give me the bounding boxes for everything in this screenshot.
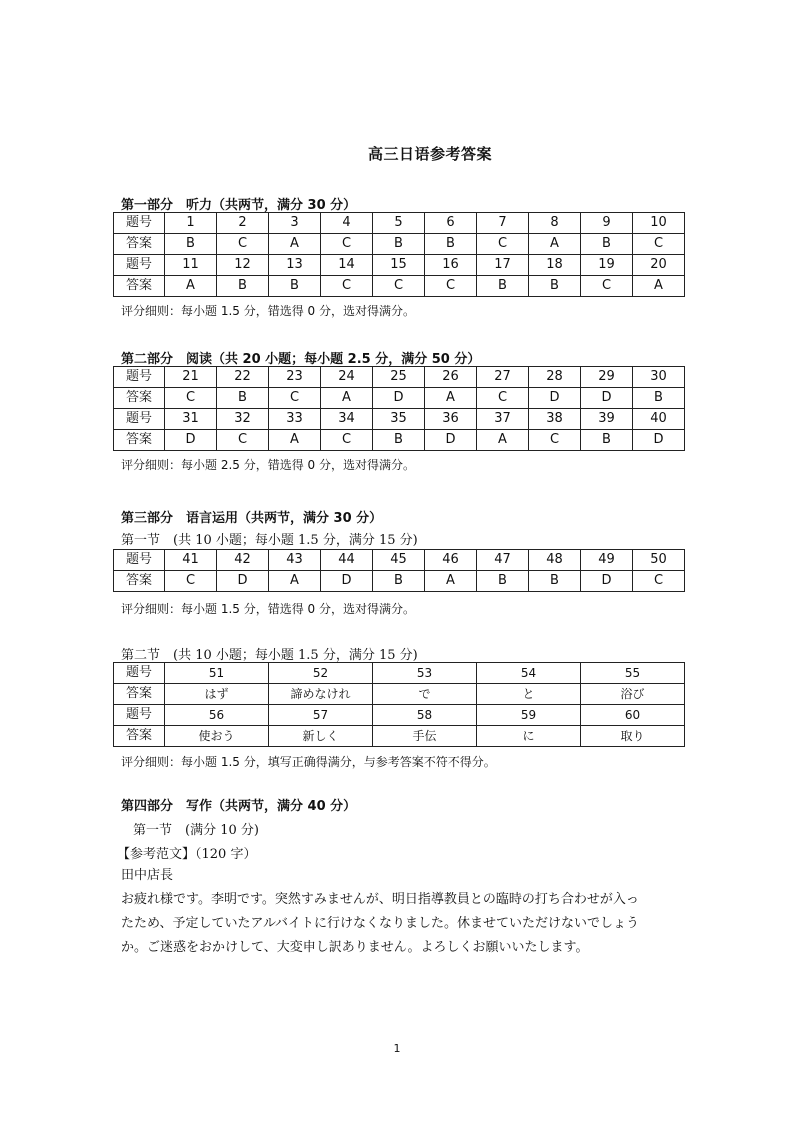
table-cell: 使おう bbox=[165, 726, 269, 747]
table-cell: 42 bbox=[217, 550, 269, 571]
table-cell: A bbox=[477, 430, 529, 451]
table-cell: C bbox=[321, 234, 373, 255]
table-cell: C bbox=[217, 234, 269, 255]
table-cell: 34 bbox=[321, 409, 373, 430]
essay-line: たため、予定していたアルバイトに行けなくなりました。休ませていただけないでしょう bbox=[121, 916, 640, 931]
table-cell: に bbox=[477, 726, 581, 747]
part3-section1-heading: 第一节 (共 10 小题；每小题 1.5 分，满分 15 分) bbox=[121, 533, 418, 548]
table-cell: C bbox=[321, 276, 373, 297]
table-row bbox=[114, 234, 685, 255]
table-cell: C bbox=[425, 276, 477, 297]
part1-heading: 第一部分 听力（共两节，满分 30 分） bbox=[121, 198, 357, 213]
table-cell: D bbox=[633, 430, 685, 451]
table-cell: 9 bbox=[581, 213, 633, 234]
essay-line: か。ご迷惑をおかけして、大変申し訳ありません。よろしくお願いいたします。 bbox=[121, 940, 589, 955]
row-label: 题号 bbox=[114, 705, 165, 726]
table-cell: C bbox=[581, 276, 633, 297]
table-cell: 60 bbox=[581, 705, 685, 726]
table-row bbox=[114, 684, 685, 705]
table-cell: 20 bbox=[633, 255, 685, 276]
table-cell: 29 bbox=[581, 367, 633, 388]
table-row bbox=[114, 409, 685, 430]
table-cell: 30 bbox=[633, 367, 685, 388]
table-cell: 7 bbox=[477, 213, 529, 234]
table-cell: 24 bbox=[321, 367, 373, 388]
table-cell: 26 bbox=[425, 367, 477, 388]
table-cell: A bbox=[269, 571, 321, 592]
table-cell: 8 bbox=[529, 213, 581, 234]
table-cell: 38 bbox=[529, 409, 581, 430]
table-cell: A bbox=[425, 388, 477, 409]
table-cell: 44 bbox=[321, 550, 373, 571]
table-cell: 21 bbox=[165, 367, 217, 388]
table-cell: B bbox=[217, 388, 269, 409]
part3-section2-heading: 第二节 (共 10 小题；每小题 1.5 分，满分 15 分) bbox=[121, 648, 418, 663]
table-row bbox=[114, 213, 685, 234]
table-cell: C bbox=[633, 571, 685, 592]
table-row bbox=[114, 388, 685, 409]
table-cell: 23 bbox=[269, 367, 321, 388]
part3-section1-answer-table bbox=[113, 549, 685, 592]
part3-section2-scoring-note: 评分细则：每小题 1.5 分，填写正确得满分，与参考答案不符不得分。 bbox=[121, 755, 496, 769]
table-cell: 50 bbox=[633, 550, 685, 571]
table-cell: D bbox=[373, 388, 425, 409]
table-cell: C bbox=[633, 234, 685, 255]
table-cell: 5 bbox=[373, 213, 425, 234]
table-cell: 新しく bbox=[269, 726, 373, 747]
part1-scoring-note: 评分细则：每小题 1.5 分，错选得 0 分，选对得满分。 bbox=[121, 304, 415, 318]
table-cell: 2 bbox=[217, 213, 269, 234]
table-cell: 浴び bbox=[581, 684, 685, 705]
table-cell: B bbox=[477, 571, 529, 592]
table-cell: B bbox=[373, 571, 425, 592]
table-cell: D bbox=[581, 571, 633, 592]
table-cell: C bbox=[477, 234, 529, 255]
table-cell: 41 bbox=[165, 550, 217, 571]
table-cell: C bbox=[217, 430, 269, 451]
table-cell: 16 bbox=[425, 255, 477, 276]
row-label: 题号 bbox=[114, 213, 165, 234]
table-cell: A bbox=[425, 571, 477, 592]
table-cell: B bbox=[633, 388, 685, 409]
table-row bbox=[114, 705, 685, 726]
model-essay bbox=[121, 864, 681, 960]
part4-section1-heading: 第一节 (满分 10 分) bbox=[133, 823, 259, 838]
table-cell: はず bbox=[165, 684, 269, 705]
row-label: 题号 bbox=[114, 409, 165, 430]
table-cell: 6 bbox=[425, 213, 477, 234]
table-cell: 58 bbox=[373, 705, 477, 726]
page-title: 高三日语参考答案 bbox=[367, 145, 492, 163]
table-cell: C bbox=[165, 388, 217, 409]
table-cell: 45 bbox=[373, 550, 425, 571]
table-cell: 33 bbox=[269, 409, 321, 430]
table-cell: B bbox=[269, 276, 321, 297]
table-cell: B bbox=[529, 571, 581, 592]
table-cell: で bbox=[373, 684, 477, 705]
table-cell: C bbox=[269, 388, 321, 409]
part3-heading: 第三部分 语言运用（共两节，满分 30 分） bbox=[121, 511, 383, 526]
table-cell: D bbox=[581, 388, 633, 409]
table-cell: 1 bbox=[165, 213, 217, 234]
essay-line: お疲れ様です。李明です。突然すみませんが、明日指導教員との臨時の打ち合わせが入っ bbox=[121, 892, 639, 907]
table-row bbox=[114, 726, 685, 747]
table-cell: 31 bbox=[165, 409, 217, 430]
table-cell: D bbox=[217, 571, 269, 592]
table-row bbox=[114, 663, 685, 684]
part1-answer-table bbox=[113, 212, 685, 297]
table-cell: B bbox=[581, 430, 633, 451]
row-label: 答案 bbox=[114, 388, 165, 409]
table-cell: 27 bbox=[477, 367, 529, 388]
table-cell: 22 bbox=[217, 367, 269, 388]
row-label: 题号 bbox=[114, 663, 165, 684]
table-cell: A bbox=[633, 276, 685, 297]
table-cell: 19 bbox=[581, 255, 633, 276]
table-row bbox=[114, 550, 685, 571]
table-cell: 28 bbox=[529, 367, 581, 388]
table-cell: B bbox=[477, 276, 529, 297]
table-cell: B bbox=[373, 430, 425, 451]
table-cell: C bbox=[165, 571, 217, 592]
table-cell: 3 bbox=[269, 213, 321, 234]
row-label: 答案 bbox=[114, 276, 165, 297]
part2-scoring-note: 评分细则：每小题 2.5 分，错选得 0 分，选对得满分。 bbox=[121, 458, 415, 472]
table-cell: 57 bbox=[269, 705, 373, 726]
table-cell: 59 bbox=[477, 705, 581, 726]
row-label: 答案 bbox=[114, 684, 165, 705]
table-cell: C bbox=[529, 430, 581, 451]
part3-section1-scoring-note: 评分细则：每小题 1.5 分，错选得 0 分，选对得满分。 bbox=[121, 602, 415, 616]
table-row bbox=[114, 430, 685, 451]
row-label: 答案 bbox=[114, 234, 165, 255]
table-cell: C bbox=[477, 388, 529, 409]
table-cell: 40 bbox=[633, 409, 685, 430]
table-cell: B bbox=[165, 234, 217, 255]
table-cell: 48 bbox=[529, 550, 581, 571]
table-cell: 4 bbox=[321, 213, 373, 234]
table-cell: D bbox=[529, 388, 581, 409]
table-cell: 43 bbox=[269, 550, 321, 571]
part3-section2-answer-table bbox=[113, 662, 685, 747]
table-cell: A bbox=[269, 234, 321, 255]
table-cell: 49 bbox=[581, 550, 633, 571]
table-row bbox=[114, 276, 685, 297]
table-cell: B bbox=[373, 234, 425, 255]
table-cell: A bbox=[321, 388, 373, 409]
table-row bbox=[114, 255, 685, 276]
table-cell: A bbox=[165, 276, 217, 297]
table-cell: 36 bbox=[425, 409, 477, 430]
row-label: 题号 bbox=[114, 367, 165, 388]
row-label: 答案 bbox=[114, 726, 165, 747]
table-cell: 17 bbox=[477, 255, 529, 276]
table-cell: 56 bbox=[165, 705, 269, 726]
table-cell: 18 bbox=[529, 255, 581, 276]
table-cell: B bbox=[425, 234, 477, 255]
table-cell: B bbox=[217, 276, 269, 297]
table-cell: B bbox=[581, 234, 633, 255]
table-row bbox=[114, 571, 685, 592]
table-cell: 51 bbox=[165, 663, 269, 684]
table-cell: 37 bbox=[477, 409, 529, 430]
part4-heading: 第四部分 写作（共两节，满分 40 分） bbox=[121, 799, 357, 814]
table-cell: と bbox=[477, 684, 581, 705]
row-label: 题号 bbox=[114, 550, 165, 571]
table-cell: 13 bbox=[269, 255, 321, 276]
table-cell: D bbox=[321, 571, 373, 592]
table-cell: D bbox=[425, 430, 477, 451]
table-cell: 55 bbox=[581, 663, 685, 684]
table-cell: 35 bbox=[373, 409, 425, 430]
model-essay-label: 【参考范文】（120 字） bbox=[117, 847, 257, 862]
table-cell: 25 bbox=[373, 367, 425, 388]
table-row bbox=[114, 367, 685, 388]
table-cell: B bbox=[529, 276, 581, 297]
table-cell: 46 bbox=[425, 550, 477, 571]
table-cell: 39 bbox=[581, 409, 633, 430]
table-cell: 11 bbox=[165, 255, 217, 276]
table-cell: A bbox=[529, 234, 581, 255]
row-label: 答案 bbox=[114, 430, 165, 451]
row-label: 题号 bbox=[114, 255, 165, 276]
table-cell: C bbox=[373, 276, 425, 297]
page-number: 1 bbox=[393, 1042, 401, 1055]
table-cell: 32 bbox=[217, 409, 269, 430]
table-cell: 手伝 bbox=[373, 726, 477, 747]
table-cell: 15 bbox=[373, 255, 425, 276]
table-cell: C bbox=[321, 430, 373, 451]
part2-heading: 第二部分 阅读（共 20 小题；每小题 2.5 分，满分 50 分） bbox=[121, 352, 481, 367]
table-cell: 14 bbox=[321, 255, 373, 276]
table-cell: D bbox=[165, 430, 217, 451]
table-cell: 53 bbox=[373, 663, 477, 684]
part2-answer-table bbox=[113, 366, 685, 451]
table-cell: 52 bbox=[269, 663, 373, 684]
essay-salutation: 田中店長 bbox=[121, 868, 174, 883]
table-cell: 諦めなけれ bbox=[269, 684, 373, 705]
table-cell: 12 bbox=[217, 255, 269, 276]
table-cell: 54 bbox=[477, 663, 581, 684]
table-cell: 10 bbox=[633, 213, 685, 234]
table-cell: 取り bbox=[581, 726, 685, 747]
row-label: 答案 bbox=[114, 571, 165, 592]
table-cell: 47 bbox=[477, 550, 529, 571]
table-cell: A bbox=[269, 430, 321, 451]
